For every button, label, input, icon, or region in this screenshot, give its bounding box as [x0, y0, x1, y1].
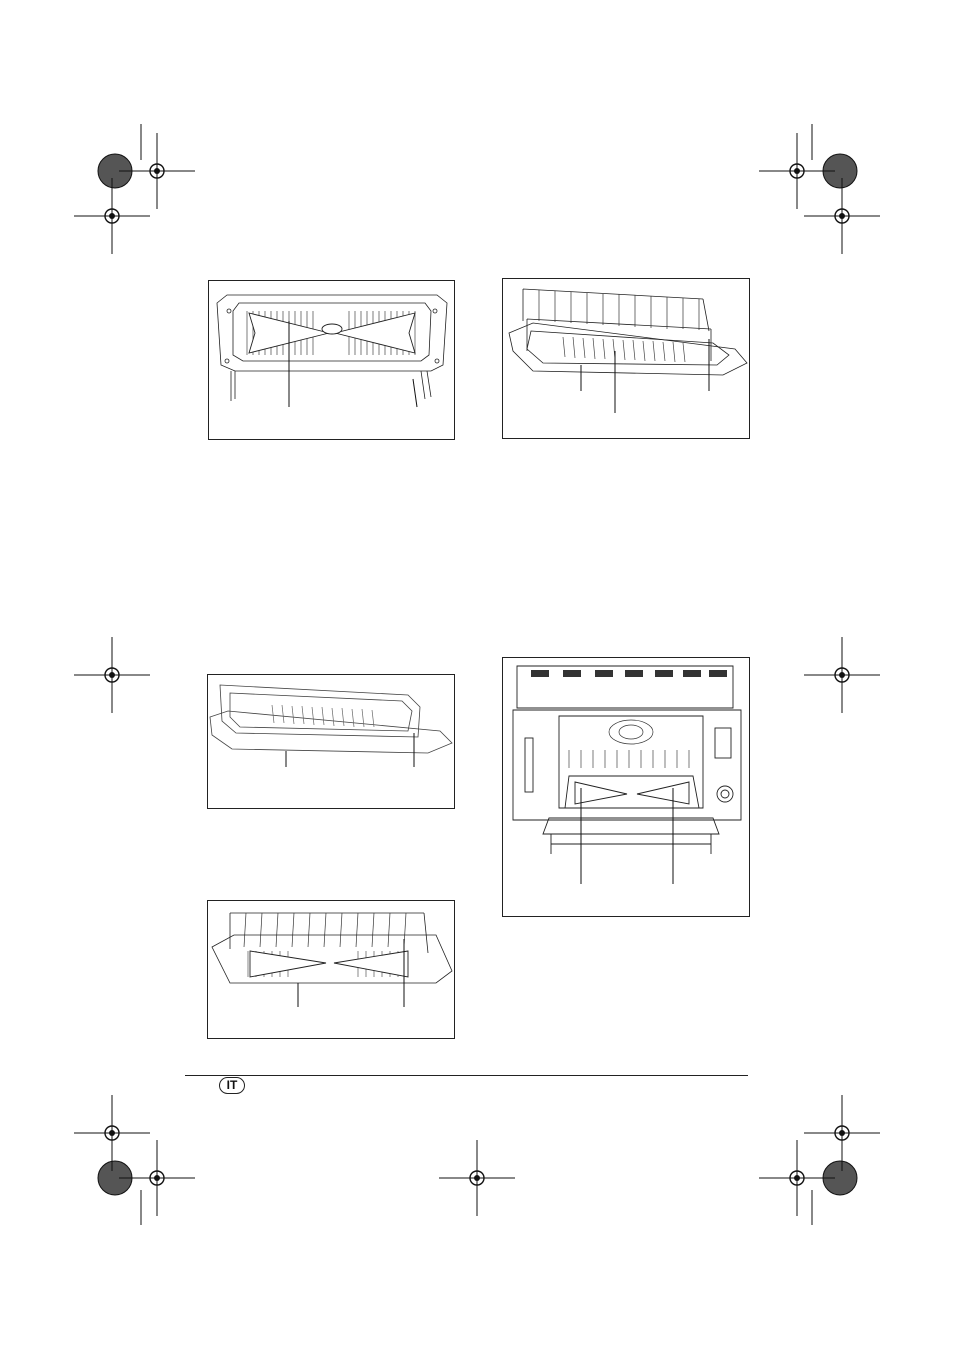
footer-rule — [185, 1075, 748, 1076]
rack-on-pan-illustration — [503, 279, 751, 440]
grill-tray-illustration — [209, 281, 456, 441]
figure-oven-front — [502, 657, 750, 917]
figure-rack-on-grill — [207, 900, 455, 1039]
drip-pan-illustration — [208, 675, 456, 810]
figure-grill-tray — [208, 280, 455, 440]
figure-rack-on-pan — [502, 278, 750, 439]
oven-front-illustration — [503, 658, 751, 918]
language-badge: IT — [219, 1077, 245, 1094]
crosshair-icon — [74, 133, 880, 1216]
figure-drip-pan — [207, 674, 455, 809]
rack-on-grill-illustration — [208, 901, 456, 1040]
